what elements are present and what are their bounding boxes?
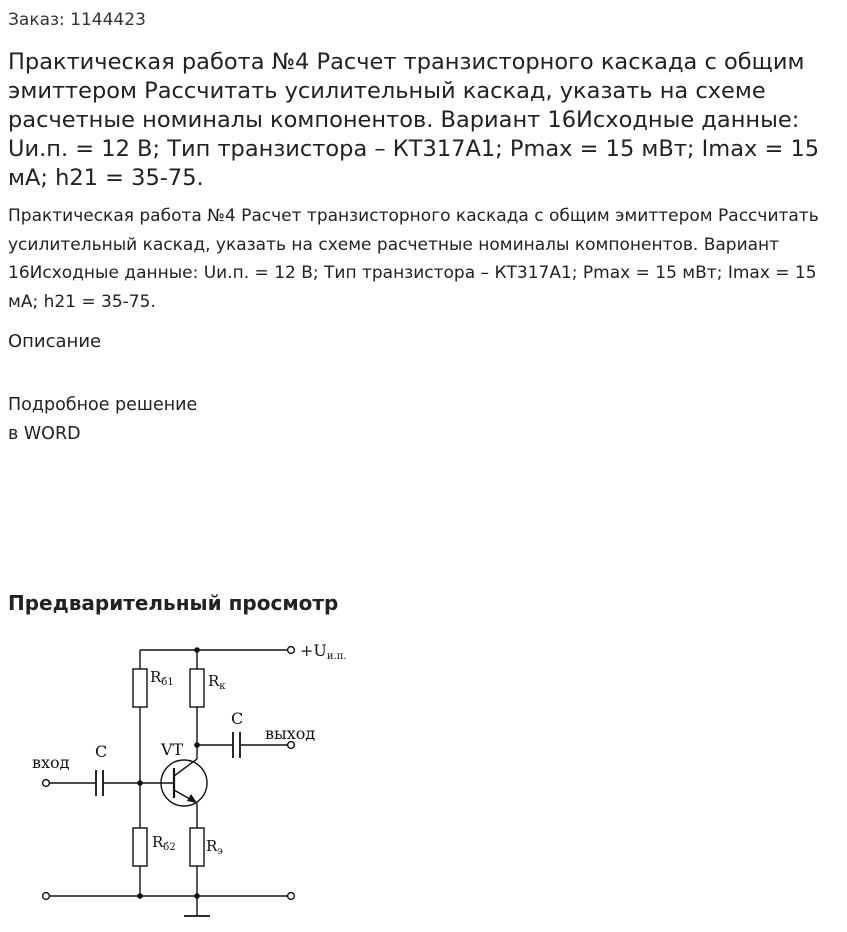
preview-heading: Предварительный просмотр	[8, 591, 339, 615]
rb2-resistor	[133, 828, 147, 866]
solution-line-1: Подробное решение	[8, 395, 198, 415]
ground-junction-dot-right	[194, 893, 200, 899]
ground-junction-dot-left	[137, 893, 143, 899]
supply-terminal	[288, 647, 295, 654]
description-text: Практическая работа №4 Расчет транзисторного каскада с общим эмиттером Рассчитать усилительный каскад, указать на схеме расчетные номиналы компонентов. Вариант 16Исходные данные: Uи.п. = 12 В; Тип транзистора – КТ317А1; Pmax = 15 мВт; Imax = 15 мА; h21 = 35-75.	[8, 206, 819, 312]
circuit-schematic	[8, 635, 368, 925]
rb2-label: $R_{б2}$	[152, 833, 176, 853]
rk-label: $R_к$	[208, 672, 226, 692]
ground-terminal-left	[43, 893, 50, 900]
input-terminal	[43, 780, 50, 787]
description-heading: Описание	[8, 331, 102, 352]
emitter-arrow	[187, 794, 197, 803]
rk-resistor	[190, 669, 204, 707]
cout-label: C	[231, 709, 244, 728]
order-number: Заказ: 1144423	[8, 10, 146, 30]
schematic-svg	[8, 635, 368, 925]
re-label: $R_э$	[206, 837, 223, 857]
solution-line-2: в WORD	[8, 423, 81, 444]
re-resistor	[190, 828, 204, 866]
supply-label: +Uи.п.	[300, 641, 347, 662]
output-label: выход	[265, 724, 316, 743]
cin-label: C	[95, 742, 108, 761]
ground-terminal-right	[288, 893, 295, 900]
page-title: Практическая работа №4 Расчет транзисторного каскада с общим эмиттером Рассчитать усилительный каскад, указать на схеме расчетные номиналы компонентов. Вариант 16Исходные данные: Uи.п. = 12 В; Тип транзистора – КТ317А1; Pmax = 15 мВт; Imax = 15 мА; h21 = 35-75.	[8, 49, 820, 191]
solution-block	[8, 391, 197, 448]
transistor-label: VT	[161, 740, 184, 759]
input-label: вход	[32, 753, 70, 772]
rb1-resistor	[133, 669, 147, 707]
rb1-label: $R_{б1}$	[150, 668, 174, 688]
